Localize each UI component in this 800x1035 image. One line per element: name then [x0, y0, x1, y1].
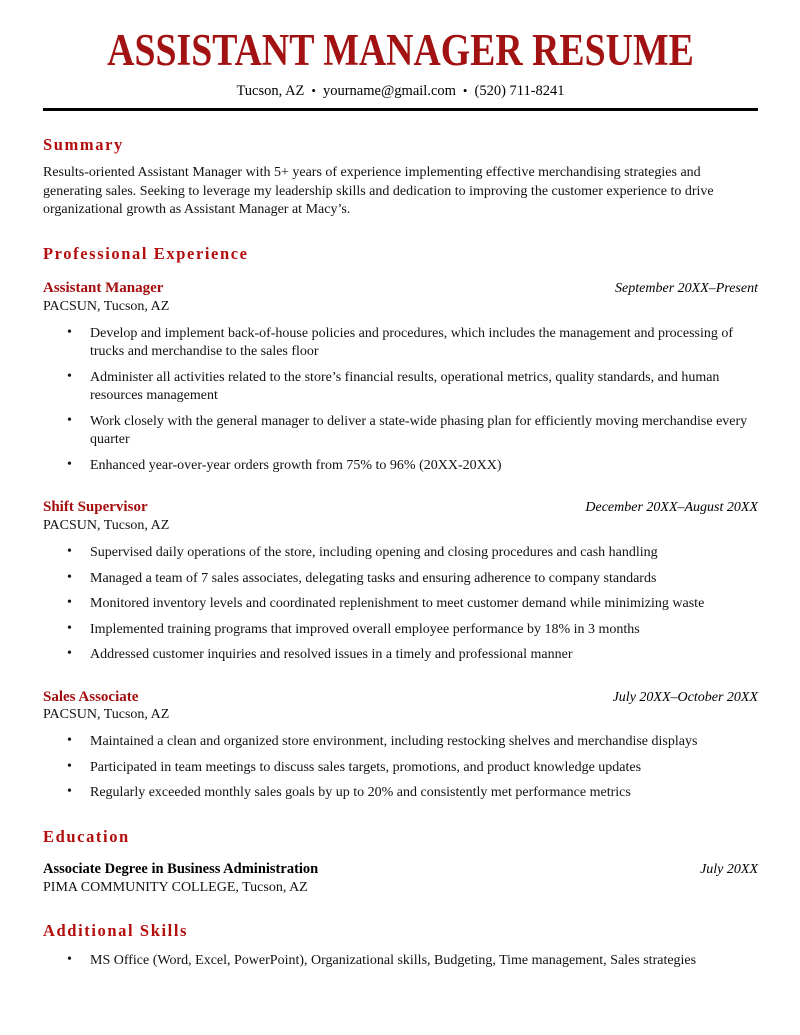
job-company: PACSUN, Tucson, AZ: [43, 517, 170, 533]
experience-heading: Professional Experience: [43, 244, 249, 264]
bullet-item: • Develop and implement back-of-house policies and procedures, which includes the management and processing of trucks and merchandise to the sales floor: [43, 325, 758, 362]
bullet-separator-icon: •: [462, 83, 468, 99]
job-company: PACSUN, Tucson, AZ: [43, 298, 170, 314]
job-header: [43, 279, 758, 298]
resume-title: ASSISTANT MANAGER RESUME: [107, 25, 694, 75]
education-degree: Associate Degree in Business Administration: [43, 860, 319, 877]
resume-header: [43, 24, 758, 111]
skills-heading: Additional Skills: [43, 920, 189, 940]
contact-location: Tucson, AZ: [236, 83, 305, 100]
summary-text: Results-oriented Assistant Manager with 5+ years of experience implementing effective merchandising strategies and generating sales. Seeking to leverage my leadership skills and dedication to improving the customer experience to drive organizational growth as Assistant Manager at Macy’s.: [43, 165, 714, 218]
bullet-item: • Maintained a clean and organized store environment, including restocking shelves and merchandise displays: [43, 733, 758, 751]
job-dates: September 20XX–Present: [615, 281, 758, 297]
bullet-item: • Administer all activities related to the store’s financial results, operational metrics, quality standards, and human resources management: [43, 369, 758, 406]
job-dates: December 20XX–August 20XX: [585, 500, 758, 516]
job-dates: July 20XX–October 20XX: [612, 689, 758, 705]
bullet-item: • Regularly exceeded monthly sales goals by up to 20% and consistently met performance metrics: [43, 784, 758, 802]
job-bullet-list: [43, 325, 758, 475]
job-header: [43, 498, 758, 517]
header-divider: [43, 108, 758, 111]
section-education: [43, 827, 758, 897]
contact-phone: (520) 711-8241: [474, 83, 565, 100]
bullet-item: • Addressed customer inquiries and resolved issues in a timely and professional manner: [43, 646, 758, 664]
contact-line: [43, 83, 758, 100]
bullet-item: • Managed a team of 7 sales associates, delegating tasks and ensuring adherence to company standards: [43, 570, 758, 588]
job-entry: [43, 498, 758, 664]
job-title: Sales Associate: [43, 688, 139, 705]
bullet-item: • Participated in team meetings to discuss sales targets, promotions, and product knowledge updates: [43, 759, 758, 777]
education-dates: July 20XX: [700, 861, 758, 877]
job-entry: [43, 279, 758, 475]
skills-bullet-list: [43, 952, 758, 970]
bullet-separator-icon: •: [311, 83, 316, 99]
job-company: PACSUN, Tucson, AZ: [43, 707, 170, 723]
section-summary: [43, 135, 758, 220]
education-header: [43, 860, 758, 879]
education-entry: [43, 860, 758, 897]
job-bullet-list: [43, 544, 758, 664]
bullet-item: • MS Office (Word, Excel, PowerPoint), Organizational skills, Budgeting, Time management, Sales strategies: [43, 952, 758, 970]
bullet-item: • Enhanced year-over-year orders growth from 75% to 96% (20XX-20XX): [43, 457, 758, 475]
summary-heading: Summary: [43, 135, 124, 155]
bullet-item: • Work closely with the general manager to deliver a state-wide phasing plan for efficiently moving merchandise every quarter: [43, 413, 758, 450]
job-entry: [43, 688, 758, 803]
education-school: PIMA COMMUNITY COLLEGE, Tucson, AZ: [43, 879, 308, 895]
bullet-item: • Monitored inventory levels and coordinated replenishment to meet customer demand while minimizing waste: [43, 595, 758, 613]
job-title: Shift Supervisor: [43, 499, 148, 516]
bullet-item: • Supervised daily operations of the store, including opening and closing procedures and cash handling: [43, 544, 758, 562]
job-bullet-list: [43, 733, 758, 802]
job-header: [43, 688, 758, 707]
bullet-item: • Implemented training programs that improved overall employee performance by 18% in 3 months: [43, 621, 758, 639]
contact-email: yourname@gmail.com: [322, 83, 456, 100]
job-title: Assistant Manager: [43, 280, 164, 297]
section-additional-skills: [43, 921, 758, 970]
section-experience: [43, 244, 758, 803]
education-heading: Education: [43, 826, 130, 846]
